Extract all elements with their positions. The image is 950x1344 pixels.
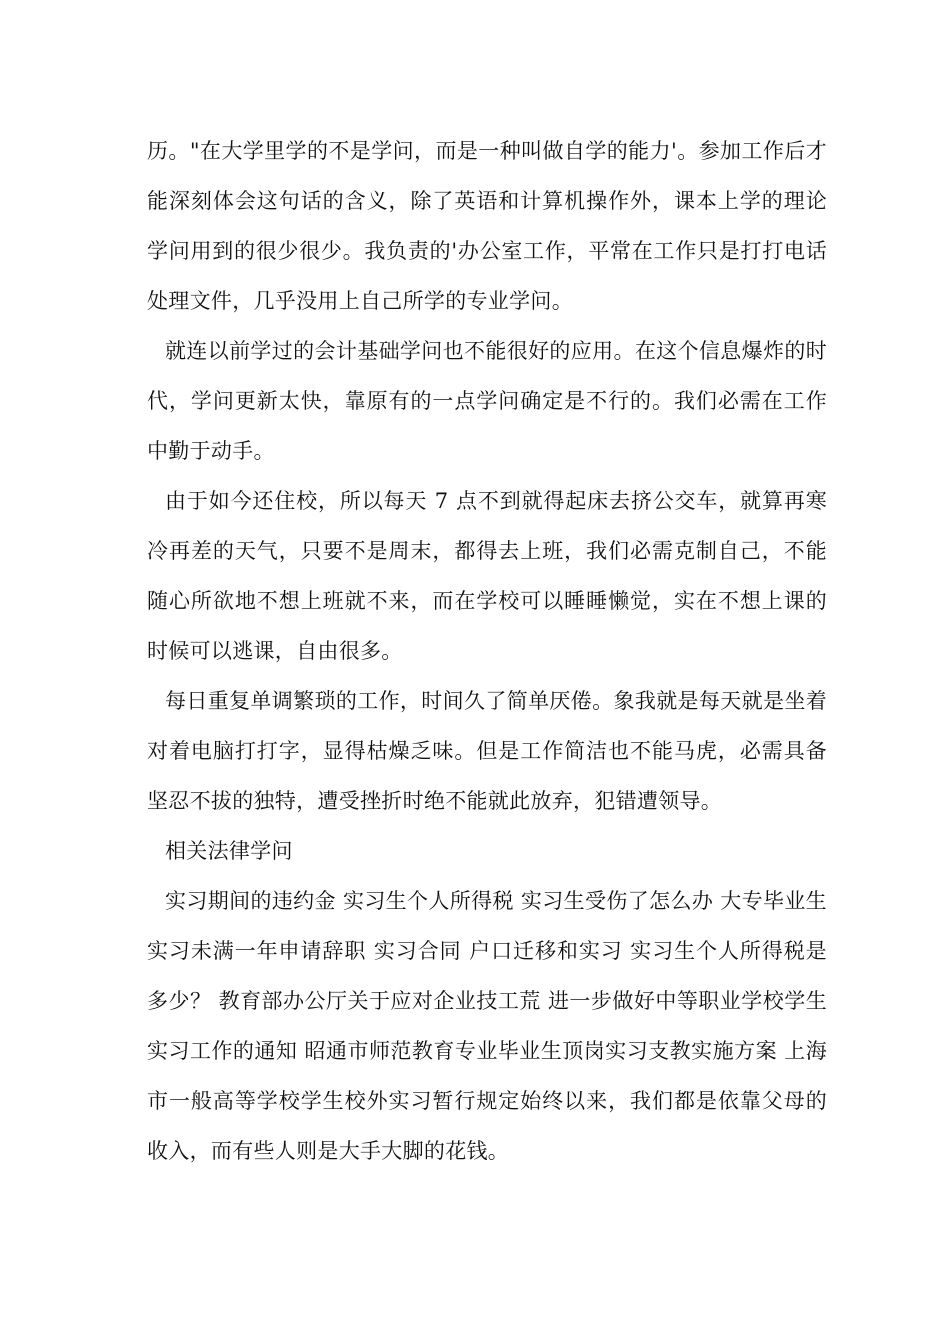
section-heading: 相关法律学问 [165,839,293,863]
paragraph-1: 历。"在大学里学的不是学问，而是一种叫做自学的能力'。参加工作后才能深刻体会这句话的含义，除了英语和计算机操作外，课本上学的理论学问用到的很少很少。我负责的'办公室工作，平常在工作只是打打电话处理文件，几乎没用上自己所学的专业学问。 [147,139,827,313]
paragraph-5: 实习期间的违约金 实习生个人所得税 实习生受伤了怎么办 大专毕业生实习未满一年申请辞职 实习合同 户口迁移和实习 实习生个人所得税是多少？ 教育部办公厅关于应对企业技工荒 进一步做好中等职业学校学生实习工作的通知 昭通市师范教育专业毕业生顶岗实习支教实施方案 上海市一般高等学校学生校外实习暂行规定始终以来，我们都是依靠父母的收入，而有些人则是大手大脚的花钱。 [147,889,827,1163]
paragraph-4: 每日重复单调繁琐的工作，时间久了简单厌倦。象我就是每天就是坐着对着电脑打打字，显得枯燥乏味。但是工作简洁也不能马虎，必需具备坚忍不拔的独特，遭受挫折时绝不能就此放弃，犯错遭领导。 [147,689,827,813]
document-body [147,126,827,1176]
paragraph-3: 由于如今还住校，所以每天 7 点不到就得起床去挤公交车，就算再寒冷再差的天气，只要不是周末，都得去上班，我们必需克制自己，不能随心所欲地不想上班就不来，而在学校可以睡睡懒觉，实在不想上课的时候可以逃课，自由很多。 [147,489,827,663]
paragraph-2: 就连以前学过的会计基础学问也不能很好的应用。在这个信息爆炸的时代，学问更新太快，靠原有的一点学问确定是不行的。我们必需在工作中勤于动手。 [147,339,827,463]
